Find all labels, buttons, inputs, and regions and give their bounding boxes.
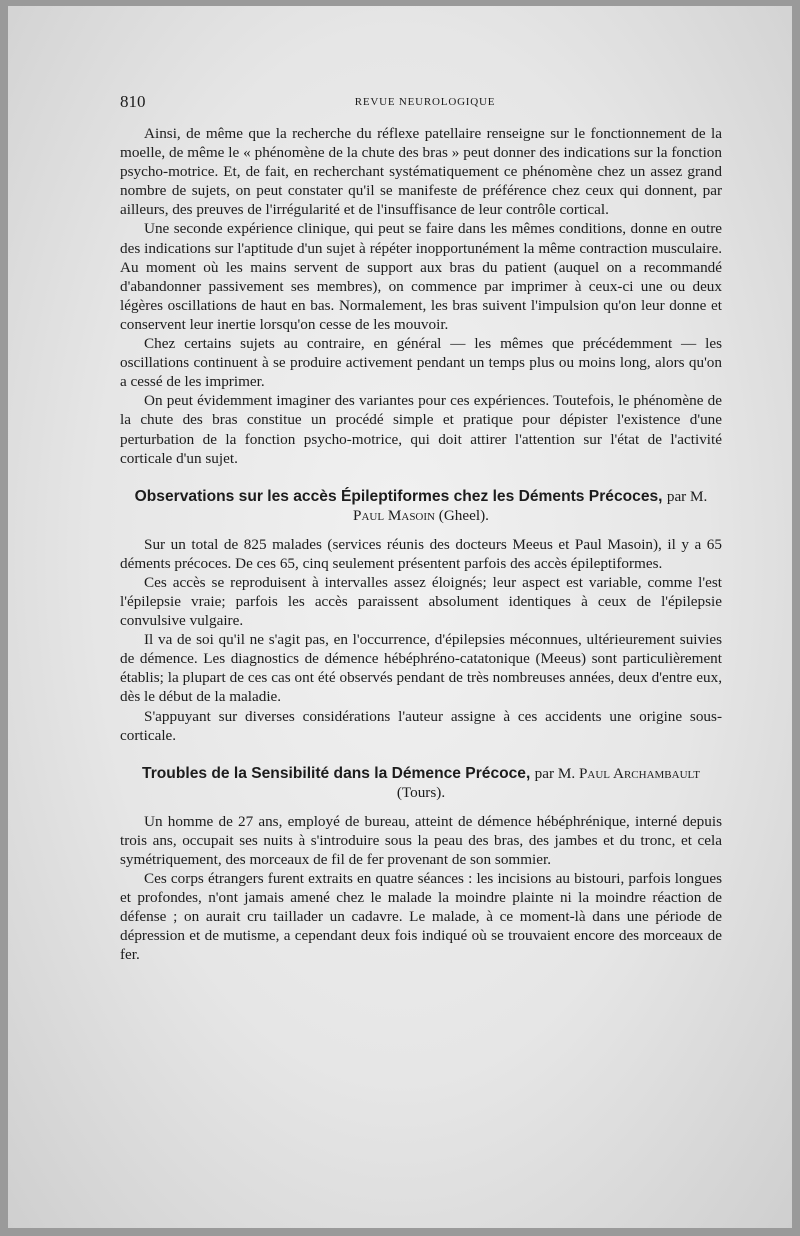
page-number: 810 bbox=[120, 92, 146, 111]
paragraph: Ces accès se reproduisent à intervalles assez éloignés; leur aspect est variable, comme l'est l'épilepsie vraie; parfois les accès paraissent absolument identiques à ceux de l'épilepsie convulsive vulgaire. bbox=[120, 573, 722, 630]
byline-prefix: par M. bbox=[534, 764, 576, 782]
paragraph: Ainsi, de même que la recherche du réflexe patellaire renseigne sur le fonctionnement de la moelle, de même le « phénomène de la chute des bras » peut donner des indications sur la fonction psycho-motrice. Et, de fait, en recherchant systématiquement ce phénomène chez un assez grand nombre de sujets, on peut constater qu'il se manifeste de préférence chez ceux qui donnent, par ailleurs, des preuves de l'irrégularité et de l'insuffisance de leur contrôle cortical. bbox=[120, 125, 722, 219]
paragraph: Une seconde expérience clinique, qui peut se faire dans les mêmes conditions, donne en outre des indications sur l'aptitude d'un sujet à répéter inopportunément la même contraction musculaire. Au moment où les mains servent de support aux bras du patient (auquel on a recommandé d'abandonner passivement ses membres), on commence par imprimer à ceux-ci une ou deux légères oscillations de haut en bas. Normalement, les bras suivent l'impulsion qu'on leur donne et conservent leur inertie lorsqu'on cesse de les mouvoir. bbox=[120, 220, 722, 333]
section-heading bbox=[120, 487, 722, 525]
byline-prefix: par M. bbox=[666, 487, 708, 505]
section-heading bbox=[120, 764, 722, 802]
paragraph: Chez certains sujets au contraire, en général — les mêmes que précédemment — les oscillations continuent à se produire activement pendant un temps plus ou moins long, alors qu'on a cessé de les imprimer. bbox=[120, 335, 722, 391]
paragraph: Sur un total de 825 malades (services réunis des docteurs Meeus et Paul Masoin), il y a 65 déments précoces. De ces 65, cinq seulement présentent parfois des accès épileptiformes. bbox=[120, 535, 722, 572]
page-header bbox=[120, 92, 730, 116]
running-title: REVUE NEUROLOGIQUE bbox=[354, 96, 496, 108]
paragraph: On peut évidemment imaginer des variantes pour ces expériences. Toutefois, le phénomène de la chute des bras constitue un procédé simple et pratique pour dépister l'existence d'une perturbation de la fonction psycho-motrice, qui doit attirer l'attention sur l'état de l'activité corticale d'un sujet. bbox=[120, 392, 722, 467]
body-text bbox=[120, 124, 722, 964]
paragraph: Un homme de 27 ans, employé de bureau, atteint de démence hébéphrénique, interné depuis trois ans, occupait ses nuits à s'introduire sous la peau des bras, des jambes et du tronc, et cela symétriquement, des morceaux de fil de fer provenant de son sommier. bbox=[120, 812, 722, 868]
section-title: Troubles de la Sensibilité dans la Démence Précoce, bbox=[142, 764, 531, 782]
section-title: Observations sur les accès Épileptiformes chez les Déments Précoces, bbox=[134, 487, 663, 505]
author-name: Paul Archambault bbox=[578, 764, 700, 782]
author-place: (Gheel). bbox=[438, 506, 489, 524]
author-place: (Tours). bbox=[396, 783, 446, 801]
paragraph: Il va de soi qu'il ne s'agit pas, en l'occurrence, d'épilepsies méconnues, ultérieurement suivies de démence. Les diagnostics de démence hébéphréno-catatonique (Meeus) sont particulièrement établis; la plupart de ces cas ont été observés pendant de très nombreuses années, deux d'entre eux, dès le début de la maladie. bbox=[120, 631, 722, 706]
paragraph: S'appuyant sur diverses considérations l'auteur assigne à ces accidents une origine sous-corticale. bbox=[120, 707, 722, 744]
paragraph: Ces corps étrangers furent extraits en quatre séances : les incisions au bistouri, parfois longues et profondes, n'ont jamais amené chez le malade la moindre plainte ni la moindre réaction de défense ; on aurait cru taillader un cadavre. Le malade, à ce moment-là dans une période de dépression et de mutisme, a cependant deux fois indiqué où se trouvaient encore des morceaux de fer. bbox=[120, 870, 722, 964]
author-name: Paul Masoin bbox=[353, 506, 435, 524]
